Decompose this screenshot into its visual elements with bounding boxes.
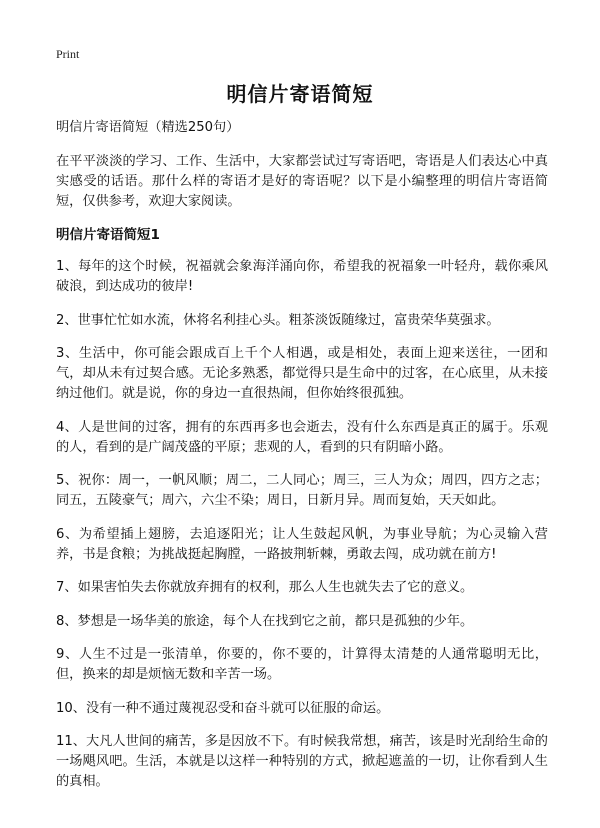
list-item: 7、如果害怕失去你就放弃拥有的权利，那么人生也就失去了它的意义。 (56, 580, 474, 595)
list-item: 3、生活中，你可能会跟成百上千个人相遇，或是相处，表面上迎来送往，一团和气，却从未有过契合感。无论多熟悉，都觉得只是生命中的过客，在心底里，从未接纳过他们。就是说，你的身边一直很热闹，但你始终很孤独。 (56, 346, 548, 401)
list-item: 1、每年的这个时候，祝福就会象海洋涌向你，希望我的祝福象一叶轻舟，载你乘风破浪，到达成功的彼岸! (56, 259, 548, 294)
print-link[interactable]: Print (56, 47, 80, 61)
list-item: 6、为希望插上翅膀，去追逐阳光；让人生鼓起风帆，为事业导航；为心灵输入营养，书是食粮；为挑战挺起胸膛，一路披荆斩棘，勇敢去闯，成功就在前方! (56, 526, 548, 562)
list-item: 8、梦想是一场华美的旅途，每个人在找到它之前，都只是孤独的少年。 (56, 613, 474, 629)
page-title: 明信片寄语简短 (226, 82, 374, 106)
list-item: 9、人生不过是一张清单，你要的，你不要的，计算得太清楚的人通常聪明无比，但，换来的却是烦恼无数和辛苦一场。 (56, 647, 548, 682)
article-body (56, 118, 548, 806)
list-item: 2、世事忙忙如水流，休将名利挂心头。粗茶淡饭随缘过，富贵荣华莫强求。 (56, 312, 500, 328)
subtitle: 明信片寄语简短（精选250句） (56, 120, 240, 135)
list-item: 11、大凡人世间的痛苦，多是因放不下。有时候我常想，痛苦，该是时光刮给生命的一场飓风吧。生活，本就是以这样一种特别的方式，掀起遮盖的一切，让你看到人生的真相。 (56, 734, 548, 789)
intro-paragraph: 在平平淡淡的学习、工作、生活中，大家都尝试过写寄语吧，寄语是人们表达心中真实感受的话语。那什么样的寄语才是好的寄语呢？以下是小编整理的明信片寄语简短，仅供参考，欢迎大家阅读。 (56, 153, 548, 209)
list-item: 4、人是世间的过客，拥有的东西再多也会逝去，没有什么东西是真正的属于。乐观的人，看到的是广阔茂盛的平原；悲观的人，看到的只有阴暗小路。 (56, 419, 548, 455)
list-item: 10、没有一种不通过蔑视忍受和奋斗就可以征服的命运。 (56, 700, 390, 716)
section-heading: 明信片寄语简短1 (56, 227, 160, 243)
list-item: 5、祝你：周一，一帆风顺；周二，二人同心；周三，三人为众；周四，四方之志；同五，五陵豪气；周六，六尘不染；周日，日新月异。周而复始，天天如此。 (56, 473, 548, 508)
